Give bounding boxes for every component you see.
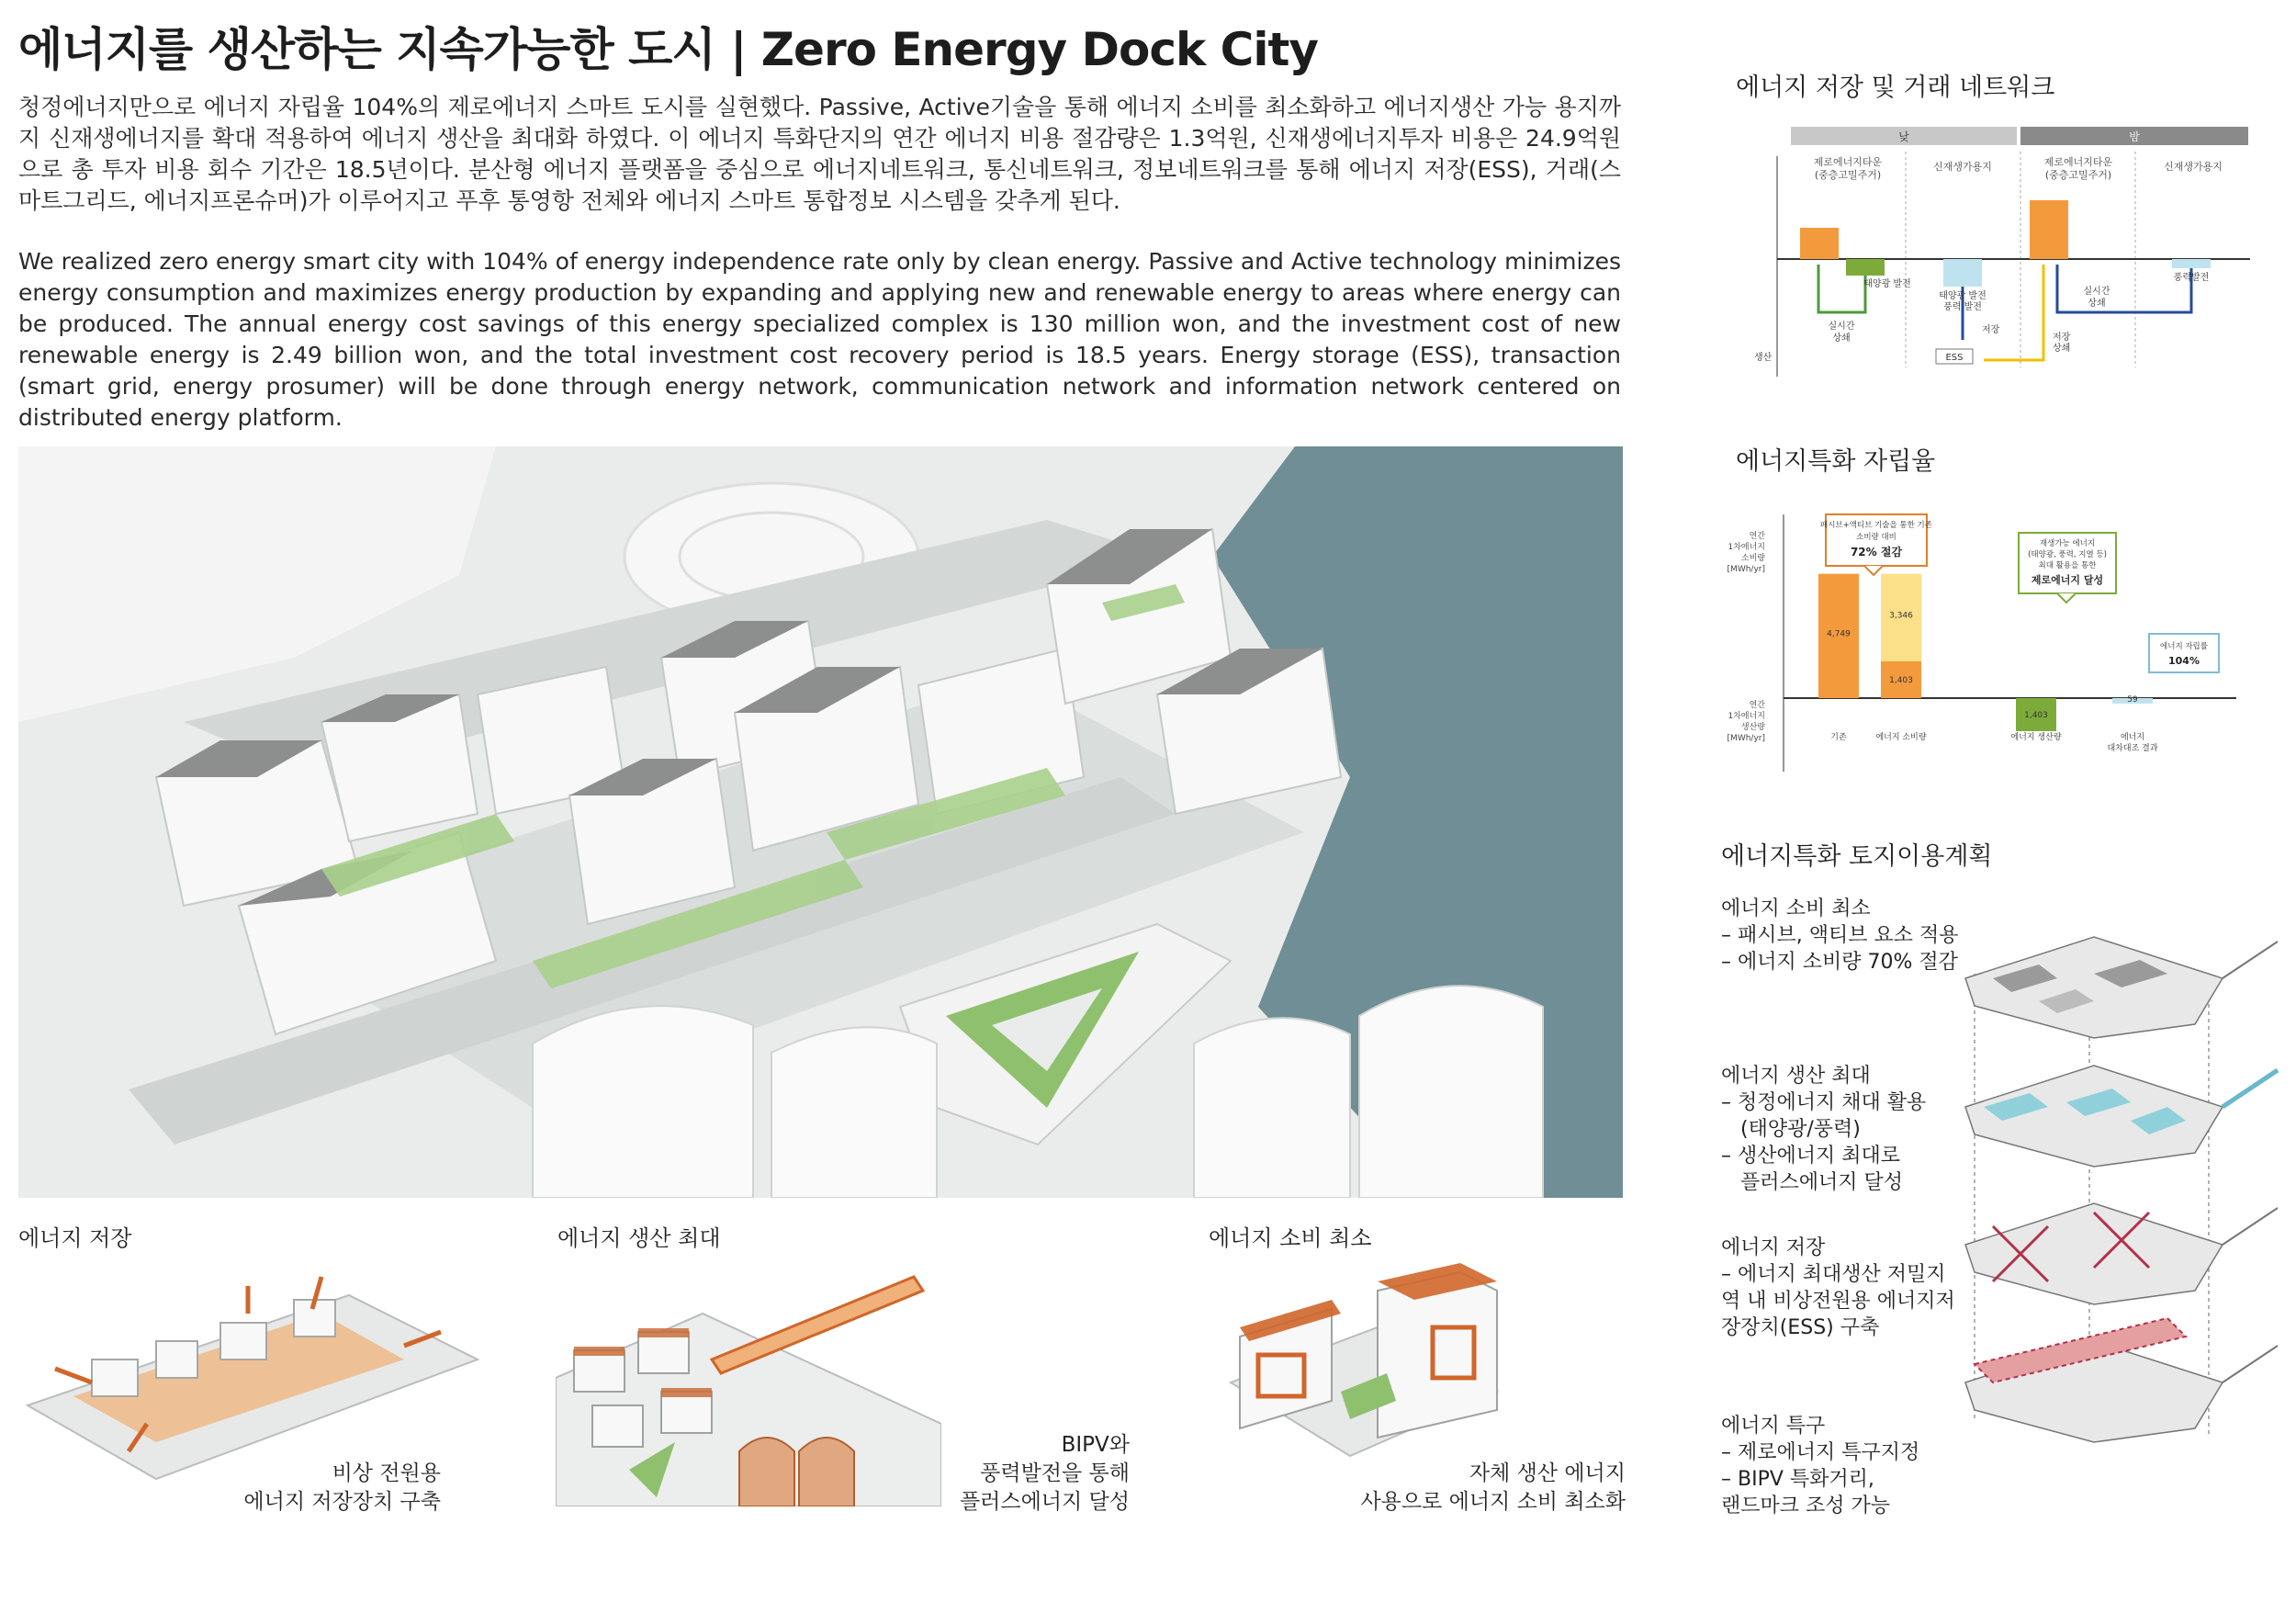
- col3-line2: (중층고밀주거): [2044, 169, 2112, 181]
- solar-wind-label-1: 태양광 발전: [1939, 291, 1986, 301]
- landuse-item-consumption: 에너지 소비 최소 – 패시브, 액티브 요소 적용 – 에너지 소비량 70% 절감: [1721, 897, 1959, 974]
- intro-korean: 청정에너지만으로 에너지 자립율 104%의 제로에너지 스마트 도시를 실현했다. Passive, Active기술을 통해 에너지 소비를 최소화하고 에너지생산 가능 용지까지 신재생에너지를 확대 적용하여 에너지 생산을 최대화 하였다. 이 에너지 특화단지의 연간 에너지 비용 절감량은 1.3억원, 신재생에너지투자 비용은 24.9억원으로 총 투자 비용 회수 기간은 18.5년이다. 분산형 에너지 플랫폼을 중심으로 에너지네트워크, 통신네트워크, 정보네트워크를 통해 에너지 저장(ESS), 거래(스마트그리드, 에너지프론슈머)가 이루어지고 푸후 통영항 전체와 에너지 스마트 통합정보 시스템을 갖추게 된다.: [18, 94, 1621, 214]
- callout1-line2: 소비량 대비: [1856, 533, 1896, 542]
- network-bar-2: [1846, 259, 1885, 276]
- category-label-1-0: 에너지 소비량: [1875, 733, 1927, 742]
- col3-line1: 제로에너지타운: [2043, 156, 2113, 168]
- value-label-saved: 3,346: [1889, 611, 1913, 621]
- network-bar-3: [1943, 259, 1982, 287]
- offset-label-1: 상쇄: [1832, 333, 1851, 344]
- stored-label-1: 저장: [2053, 333, 2071, 343]
- production-diagram: [556, 1268, 941, 1506]
- day-label: 낮: [1898, 130, 1909, 143]
- callout2-line3: 최대 활용을 통한: [2038, 561, 2097, 570]
- category-label-0-0: 기존: [1830, 733, 1847, 742]
- col2: 신재생가용지: [1933, 161, 1992, 173]
- realtime-label-1: 실시간: [1828, 322, 1855, 332]
- caption-storage-line-1: 비상 전원용: [332, 1461, 441, 1485]
- caption-consumption-line-2: 사용으로 에너지 소비 최소화: [1360, 1490, 1626, 1514]
- callout2-line2: (태양광, 풍력, 지열 등): [2028, 550, 2107, 559]
- callout3-line1: 에너지 자립률: [2160, 642, 2208, 651]
- callout1-bold: 72% 절감: [1850, 546, 1903, 558]
- col4: 신재생가용지: [2164, 161, 2223, 173]
- landuse-layer-3: [1965, 1203, 2278, 1304]
- callout1-line1: 패시브+액티브 기술을 통한 기존: [1820, 521, 1932, 530]
- landuse-layer-1: [1965, 937, 2278, 1038]
- network-diagram: [1727, 119, 2259, 386]
- value-label-balance: 59: [2127, 694, 2138, 705]
- value-label-existing: 4,749: [1827, 629, 1851, 639]
- caption-storage: [211, 1460, 441, 1517]
- y-bot-3: 생산량: [1740, 723, 1765, 732]
- y-bot-1: 연간: [1749, 701, 1765, 710]
- independence-title: 에너지특화 자립율: [1736, 447, 1936, 476]
- y-bot-4: [MWh/yr]: [1727, 734, 1765, 743]
- production-label: 생산: [1754, 353, 1773, 363]
- independence-chart: [1727, 505, 2259, 781]
- chart-category-labels: [1830, 731, 2158, 753]
- y-top-2: 1차에너지: [1728, 543, 1765, 552]
- caption-consumption-line-1: 자체 생산 에너지: [1469, 1461, 1626, 1485]
- landuse-item-production: 에너지 생산 최대 – 청정에너지 채대 활용 (태양광/풍력) – 생산에너지 최대로 플러스에너지 달성: [1721, 1065, 1927, 1194]
- ess-label: ESS: [1945, 353, 1964, 363]
- callout2-bold: 제로에너지 달성: [2031, 574, 2104, 586]
- caption-production-line-3: 플러스에너지 달성: [959, 1490, 1130, 1514]
- landuse-layer-2: [1965, 1066, 2278, 1167]
- network-bar-5: [2172, 259, 2211, 268]
- chart-bars: [1818, 574, 2153, 731]
- stored-label-2: 상쇄: [2053, 344, 2071, 354]
- section-label-production: 에너지 생산 최대: [557, 1225, 721, 1251]
- y-top-4: [MWh/yr]: [1727, 565, 1765, 574]
- y-top-1: 연간: [1749, 532, 1765, 541]
- value-label-production: 1,403: [2024, 710, 2048, 720]
- category-label-2-0: 에너지 생산량: [2010, 733, 2062, 742]
- intro-english: We realized zero energy smart city with 104% of energy independence rate only by clean energy. Passive and Active technology minimizes energy consumption and maximizes energy production by expanding and applying new and renewable energy to areas where energy can be produced. The annual energy cost savings of this energy specialized complex is 130 million won, and the investment cost of new renewable energy is 2.49 billion won, and the total investment cost recovery period is 18.5 years. Energy storage (ESS), transaction (smart grid, energy prosumer) will be done through energy network, communication network and information network centered on distributed energy platform.: [18, 248, 1621, 431]
- landuse-item-storage: 에너지 저장 – 에너지 최대생산 저밀지 역 내 비상전원용 에너지저 장장치(ESS) 구축: [1721, 1236, 1955, 1339]
- solar-wind-label-2: 풍력 발전: [1943, 302, 1982, 312]
- caption-consumption: [1258, 1460, 1626, 1517]
- night-label: 밤: [2129, 130, 2140, 143]
- callout2-line1: 재생가능 에너지: [2039, 539, 2096, 548]
- aerial-render: [18, 446, 1623, 1198]
- solar-label: 태양광 발전: [1863, 279, 1911, 289]
- callout3-bold: 104%: [2168, 655, 2200, 667]
- col1-line1: 제로에너지타운: [1813, 156, 1883, 168]
- wind-label: 풍력발전: [2173, 273, 2210, 283]
- value-label-remaining: 1,403: [1889, 676, 1913, 686]
- section-label-storage: 에너지 저장: [18, 1225, 132, 1251]
- y-bot-2: 1차에너지: [1728, 712, 1765, 721]
- network-bar-1: [1800, 228, 1839, 259]
- landuse-layer-4: [1965, 1318, 2278, 1442]
- landuse-diagram: [1956, 923, 2287, 1502]
- category-label-3-1: 대차대조 결과: [2107, 744, 2158, 753]
- network-title: 에너지 저장 및 거래 네트워크: [1736, 73, 2055, 102]
- landuse-item-district: 에너지 특구 – 제로에너지 특구지정 – BIPV 특화거리, 랜드마크 조성 가능: [1721, 1415, 1920, 1517]
- section-label-consumption: 에너지 소비 최소: [1209, 1225, 1372, 1251]
- caption-storage-line-2: 에너지 저장장치 구축: [243, 1490, 441, 1514]
- category-label-3-0: 에너지: [2120, 733, 2145, 742]
- landuse-title: 에너지특화 토지이용계획: [1721, 842, 1993, 871]
- network-bar-4: [2030, 200, 2068, 259]
- caption-production: [928, 1431, 1130, 1517]
- realtime-label-2: 실시간: [2083, 287, 2110, 297]
- y-axis-bottom-label: [1728, 699, 1766, 743]
- caption-production-line-1: BIPV와: [1061, 1433, 1130, 1457]
- y-axis-top-label: [1728, 530, 1766, 574]
- caption-production-line-2: 풍력발전을 통해: [980, 1461, 1130, 1485]
- page-title: 에너지를 생산하는 지속가능한 도시 | Zero Energy Dock City: [18, 23, 1318, 76]
- col1-line2: (중층고밀주거): [1814, 169, 1882, 181]
- y-top-3: 소비량: [1740, 554, 1765, 563]
- offset-label-2: 상쇄: [2088, 299, 2106, 309]
- store-label: 저장: [1982, 325, 2000, 335]
